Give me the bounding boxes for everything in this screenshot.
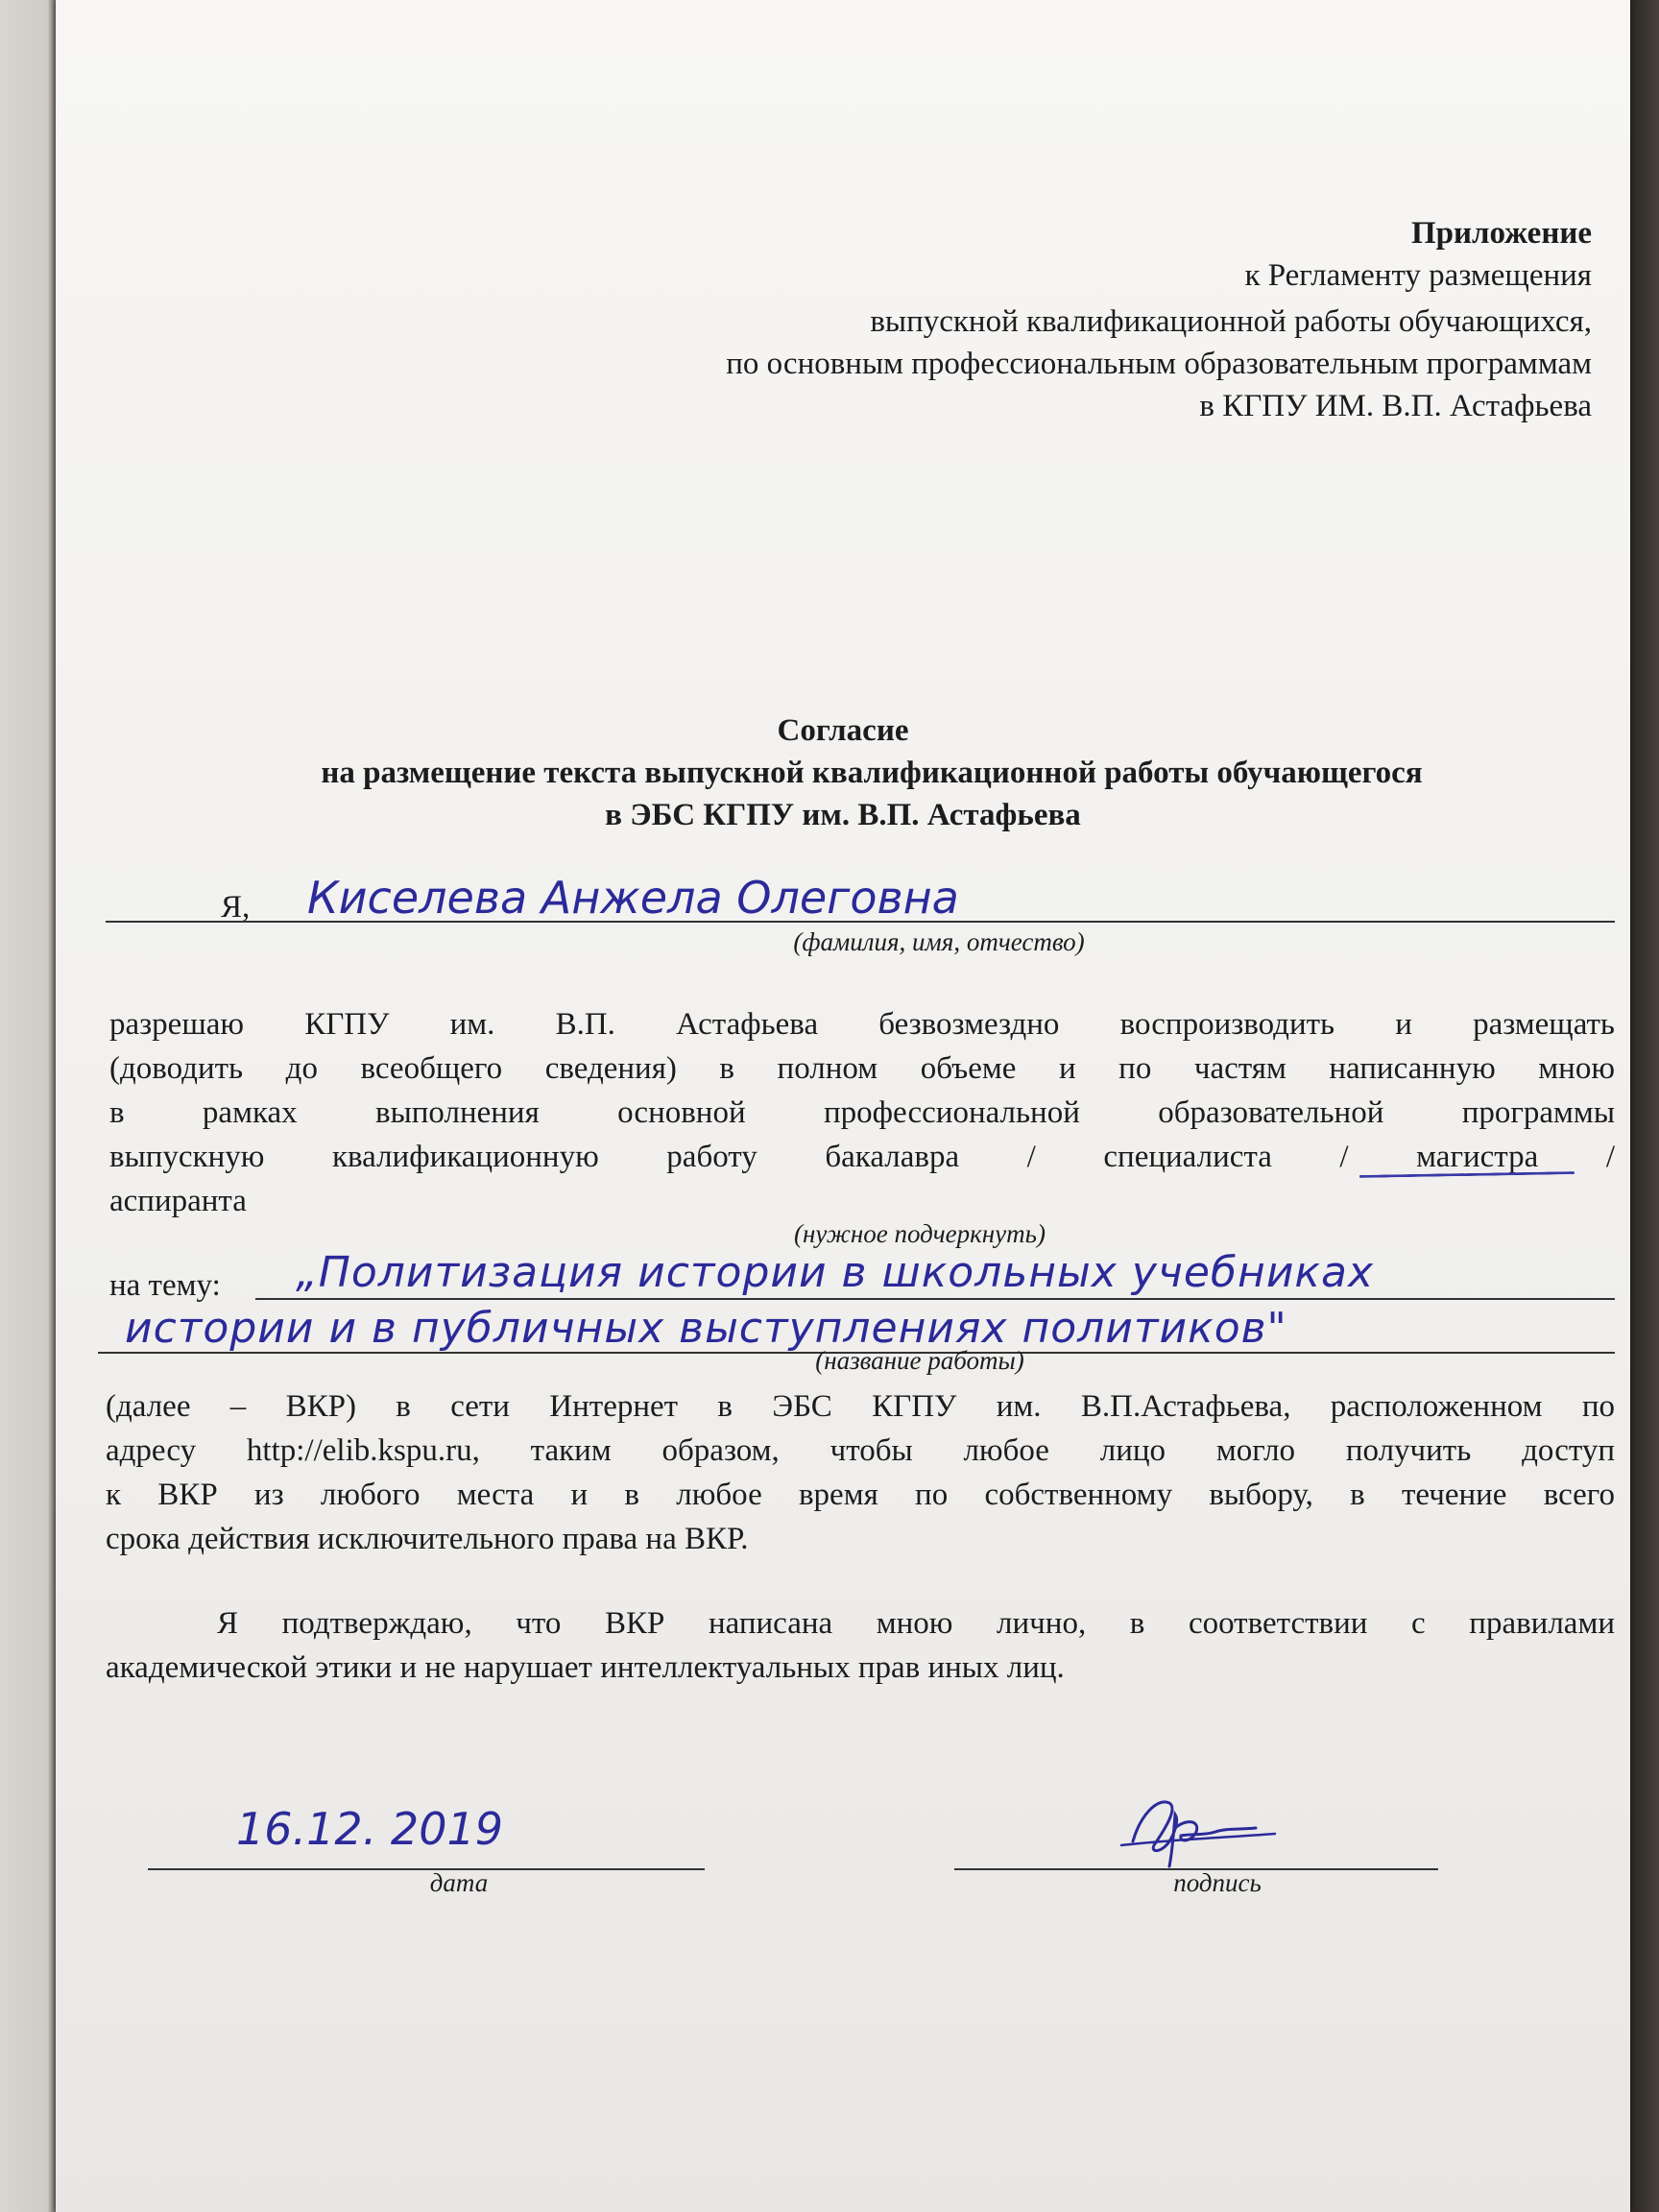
consent-subtitle-1: на размещение текста выпускной квалификационной работы обучающегося [321, 756, 1423, 790]
handwritten-topic-line-1: „Политизация истории в школьных учебниках [296, 1248, 1374, 1297]
appendix-title: Приложение [1410, 216, 1592, 251]
handwritten-date: 16.12. 2019 [236, 1803, 503, 1855]
para1-line-2: (доводить до всеобщего сведения) в полном объеме и по частям написанную мною [109, 1051, 1615, 1086]
document-sheet [56, 0, 1630, 2212]
para1-line-3: в рамках выполнения основной профессиональной образовательной программы [109, 1095, 1615, 1130]
handwritten-topic-line-2: истории и в публичных выступлениях политиков" [125, 1304, 1287, 1353]
consent-title: Согласие [777, 713, 909, 748]
topic-caption: (название работы) [815, 1346, 1024, 1375]
para1-line-1: разрешаю КГПУ им. В.П. Астафьева безвозмездно воспроизводить и размещать [109, 1007, 1615, 1042]
previous-page-edge [0, 0, 60, 2212]
background-edge [1630, 0, 1659, 2212]
consent-subtitle-2: в ЭБС КГПУ им. В.П. Астафьева [605, 798, 1081, 832]
para2-line-3: к ВКР из любого места и в любое время по собственному выбору, в течение всего [106, 1478, 1615, 1512]
header-line-2: выпускной квалификационной работы обучающихся, [870, 304, 1592, 339]
para3-line-1: Я подтверждаю, что ВКР написана мною лично, в соответствии с правилами [217, 1606, 1615, 1641]
handwritten-signature [1112, 1786, 1294, 1872]
para2-line-4: срока действия исключительного права на ВКР. [106, 1522, 749, 1556]
underline-caption: (нужное подчеркнуть) [794, 1219, 1046, 1248]
name-underline [106, 921, 1615, 923]
para2-line-1: (далее – ВКР) в сети Интернет в ЭБС КГПУ им. В.П.Астафьева, расположенном по [106, 1389, 1615, 1424]
topic-underline-1 [255, 1298, 1615, 1300]
name-prefix: Я, [221, 890, 251, 925]
para1-line-5: аспиранта [109, 1184, 247, 1218]
header-line-3: по основным профессиональным образовательным программам [726, 347, 1592, 381]
date-caption: дата [429, 1868, 489, 1897]
para2-line-2: адресу http://elib.kspu.ru, таким образом, чтобы любое лицо могло получить доступ [106, 1433, 1615, 1468]
topic-prefix: на тему: [109, 1268, 221, 1303]
handwritten-name: Киселева Анжела Олеговна [307, 872, 959, 924]
signature-caption: подпись [1173, 1868, 1262, 1897]
name-caption: (фамилия, имя, отчество) [793, 927, 1085, 956]
para1-line-4: выпускную квалификационную работу бакалавра / специалиста / магистра / [109, 1140, 1615, 1174]
para3-line-2: академической этики и не нарушает интеллектуальных прав иных лиц. [106, 1650, 1065, 1685]
header-line-4: в КГПУ ИМ. В.П. Астафьева [1199, 389, 1592, 423]
header-line-1: к Регламенту размещения [1244, 258, 1592, 293]
